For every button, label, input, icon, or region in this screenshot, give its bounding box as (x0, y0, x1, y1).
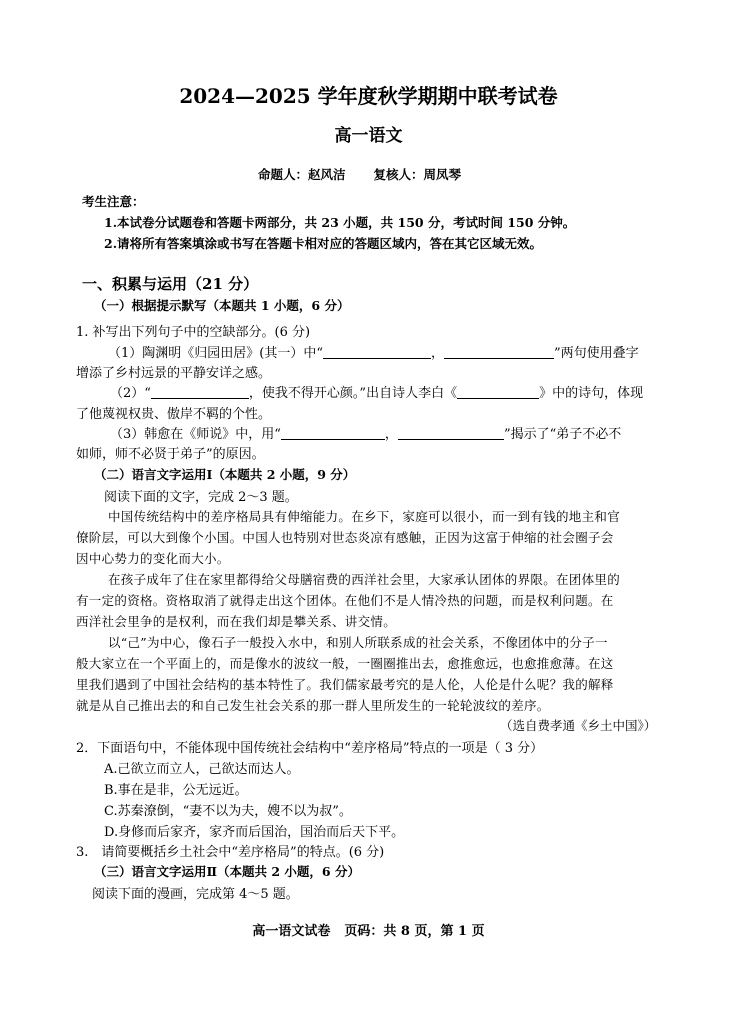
passage-line: 因中心势力的变化而大小。 (76, 551, 230, 566)
q1-s3-text: （3）韩愈在《师说》中，用“ (110, 427, 281, 442)
exam-title: 2024—2025 学年度秋学期期中联考试卷 (179, 84, 558, 108)
part2-intro: 阅读下面的文字，完成 2～3 题。 (104, 490, 298, 505)
q2-option: B.事在是非，公无远近。 (104, 783, 248, 798)
passage-line: 有一定的资格。资格取消了就得走出这个团体。在他们不是人情冷热的问题，而是权利问题。在 (76, 593, 614, 608)
passage-line: 西洋社会里争的是权利，而在我们却是攀关系、讲交情。 (76, 614, 397, 629)
q1-s3-text: ”揭示了“弟子不必不 (503, 427, 622, 442)
reviewer: 复核人：周凤琴 (373, 167, 462, 182)
page-footer (0, 920, 737, 939)
q2-option: C.苏秦潦倒，“妻不以为夫，嫂不以为叔”。 (104, 804, 352, 819)
answer-blank[interactable] (151, 385, 249, 399)
notice-item: 2.请将所有答案填涂或书写在答题卡相对应的答题区域内，答在其它区域无效。 (104, 236, 543, 251)
part3-intro: 阅读下面的漫画，完成第 4～5 题。 (92, 887, 299, 902)
notice-item: 1.本试卷分试题卷和答题卡两部分，共 23 小题，共 150 分，考试时间 150 分钟。 (104, 215, 576, 230)
q1-line6: 如师，师不必贤于弟子”的原因。 (76, 447, 265, 462)
exam-authors (258, 165, 461, 183)
answer-blank[interactable] (457, 385, 539, 399)
exam-subject: 高一语文 (334, 126, 403, 146)
passage-line: 中国传统结构中的差序格局具有伸缩能力。在乡下，家庭可以很小，而一到有钱的地主和官 (108, 509, 621, 524)
passage-line: 般大家立在一个平面上的，而是像水的波纹一般，一圈圈推出去，愈推愈远，也愈推愈薄。在这 (76, 656, 614, 671)
passage-line: 在孩子成年了住在家里都得给父母膳宿费的西洋社会里，大家承认团体的界限。在团体里的 (108, 572, 621, 587)
q3-stem: 3. 请简要概括乡土社会中“差序格局”的特点。(6 分) (76, 845, 385, 860)
q1-s1-text: ”两句使用叠字 (554, 346, 639, 361)
passage-line: 以“己”为中心，像石子一般投入水中，和别人所联系成的社会关系，不像团体中的分子一 (108, 635, 608, 650)
q1-line3 (110, 382, 643, 401)
q2-option: A.己欲立而立人，己欲达而达人。 (104, 762, 300, 777)
answer-blank[interactable] (281, 426, 385, 440)
q1-line5 (110, 423, 621, 442)
q1-s3-comma: ， (384, 427, 398, 442)
q1-line4: 了他蔑视权贵、傲岸不羁的个性。 (76, 407, 272, 422)
section1-heading: 一、积累与运用（21 分） (82, 275, 259, 293)
answer-blank[interactable] (323, 345, 431, 359)
author: 命题人：赵风洁 (258, 167, 346, 182)
passage-line: 僚阶层，可以大到像个小国。中国人也特别对世态炎凉有感触，正因为这富于伸缩的社会圈子会 (76, 530, 614, 545)
q1-s1-comma: ， (431, 346, 445, 361)
passage-line: 就是从自己推出去的和自己发生社会关系的那一群人里所发生的一轮轮波纹的差序。 (76, 698, 550, 713)
footer-page-info: 页码：共 8 页，第 1 页 (344, 924, 485, 939)
q1-s2-text: 》中的诗句，体现 (539, 386, 644, 401)
q1-s1-text: （1）陶渊明《归园田居》(其一）中“ (108, 346, 323, 361)
q2-stem: 2．下面语句中，不能体现中国传统社会结构中“差序格局”特点的一项是（ 3 分） (76, 741, 544, 756)
answer-blank[interactable] (444, 345, 554, 359)
q1-line2: 增添了乡村远景的平静安详之感。 (76, 366, 272, 381)
q2-option: D.身修而后家齐，家齐而后国治，国治而后天下平。 (104, 825, 405, 840)
footer-label: 高一语文试卷 (252, 924, 331, 939)
passage-line: 里我们遇到了中国社会结构的基本特性了。我们儒家最考究的是人伦，人伦是什么呢？我的解释 (76, 677, 614, 692)
part3-heading: （三）语言文字运用Ⅱ（本题共 2 小题，6 分） (94, 864, 360, 879)
q1-line1 (108, 342, 639, 361)
part1-heading: （一）根据提示默写（本题共 1 小题，6 分） (94, 298, 350, 313)
q1-stem: 1. 补写出下列句子中的空缺部分。(6 分) (76, 325, 311, 340)
q1-s2-text: ，使我不得开心颜。”出自诗人李白《 (248, 386, 458, 401)
passage-source: （选自费孝通《乡土中国》） (500, 718, 657, 733)
part2-heading: （二）语言文字运用Ⅰ（本题共 2 小题，9 分） (94, 467, 356, 482)
notice-heading: 考生注意： (82, 194, 145, 209)
answer-blank[interactable] (398, 426, 504, 440)
q1-s2-text: （2）“ (110, 386, 151, 401)
